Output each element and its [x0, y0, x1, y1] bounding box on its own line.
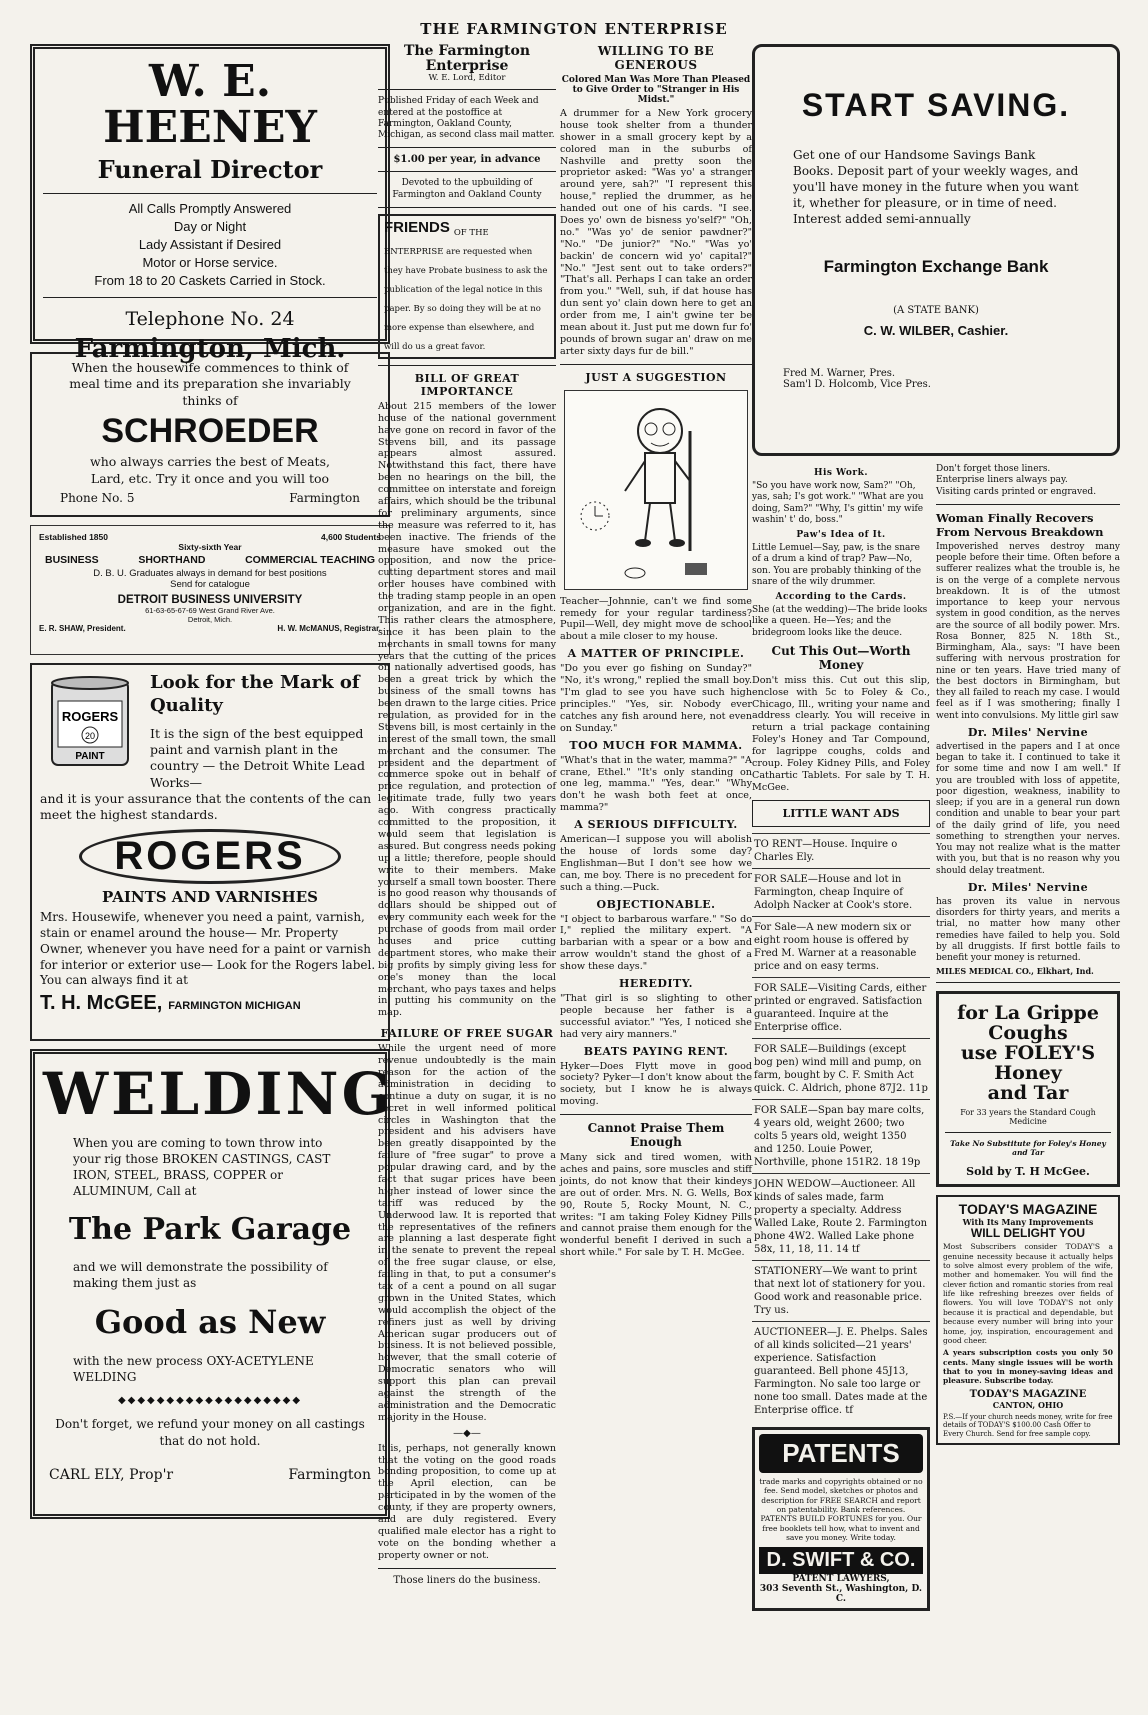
paper-devoted: Devoted to the upbuilding of Farmington and Oakland County — [392, 178, 542, 200]
rogers-text: Mrs. Housewife, whenever you need a paint, varnish, stain or enamel around the house— Mr. Property Owner, whenever you have need for a paint or varnish for interior or exterior use— Look for the Rogers label. You can always find it at — [40, 910, 376, 988]
rent-text: Hyker—Does Flytt move in good society? Pyker—I don't know about the society, but I know he is always moving. — [560, 1060, 752, 1108]
dbu-registrar: H. W. McMANUS, Registrar. — [277, 624, 381, 633]
paper-editor: W. E. Lord, Editor — [428, 73, 506, 84]
heeney-phone: Telephone No. 24 — [125, 307, 295, 330]
saving-cashier: C. W. WILBER, Cashier. — [863, 323, 1009, 339]
saving-text: Get one of our Handsome Savings Bank Books. Deposit part of your weekly wages, and you'll have money in the future when you want it, whether for pleasure, or in time of need. Interest added semi-annually — [793, 147, 1079, 227]
grippe-line: Coughs — [988, 1022, 1068, 1045]
cards-heading: According to the Cards. — [775, 592, 907, 602]
principle-heading: A MATTER OF PRINCIPLE. — [567, 647, 745, 661]
liners-note: Don't forget those liners. — [936, 464, 1051, 474]
dbu-year: Sixty-sixth Year — [178, 542, 242, 552]
rogers-product: PAINTS AND VARNISHES — [102, 888, 318, 907]
patents-text: trade marks and copyrights obtained or no fee. Send model, sketches or photos and description for FREE SEARCH and report on patentability. Bank references. PATENTS BUILD FORTUNES for you. Our free booklets tell how, what to invent and save you money. Write today. — [759, 1476, 923, 1543]
saving-ad — [752, 44, 1120, 456]
friends-box — [378, 214, 556, 359]
generous-heading: WILLING TO BE GENEROUS — [597, 44, 715, 72]
praise-text: Many sick and tired women, with aches and pains, sore muscles and stiff joints, do not know that their kindeys are out of order. Mrs. N. G. Wells, Box 90, Route 5, Rocky Mount, N. C., writes: "I am taking Foley Kidney Pills and cannot praise them enough for the wonderful benefit I derived in such a short while." For sale by T. H. McGee. — [560, 1152, 752, 1259]
rogers-heading: Look for the Mark of Quality — [150, 672, 360, 717]
principle-text: "Do you ever go fishing on Sunday?" "No, it's wrong," replied the small boy. "I'm glad to see you have such high principles." "Yes, sir. Nobody ever catches any fish around here, not even on Sunday." — [560, 663, 752, 734]
paws-heading: Paw's Idea of It. — [796, 530, 886, 540]
nervous-text: Impoverished nerves destroy many people before their time. Often before a sufferer realizes what the trouble is, he is on the verge of a complete nervous breakdown. It is of the utmost importance to keep your nervous system in good condition, as the nerves are the source of all bodily power. Mrs. Rosa Bonner, 825 N. 18th St., Birmingham, Ala., says: "I have been suffering with nervous prostration for nine or ten years. Have tried many of the best doctors in Birmingham, but they all failed to reach my case. I would feel as if I was smothering; finally I went into convulsions. My little girl saw — [936, 541, 1120, 721]
patents-ad — [752, 1427, 930, 1611]
sugar-text: While the urgent need of more revenue undoubtedly is the main reason for the action of the administration in deciding to continue a duty on sugar, it is no secret in well informed political circles in Washington that the president and his advisers have been greatly disappointed by the failure of "free sugar" to prove a popular drawing card, and by the fact that sugar prices have been higher instead of lower since the tariff was reduced by the Underwood law. It is reported that the representatives of the refiners are planning a last desperate fight in the senate to prevent the repeal of the free sugar clause, or else, failing in that, to put a consumer's tax of a cent a pound on all sugar grown in the United States, which would accomplish the object of the refiners just as well by driving American sugar producers out of business. It is not believed possible, however, that the small coterie of Democratic senators who will support this plan can prevail against the strength of the administration and the Democratic majority in the House. — [378, 1043, 556, 1423]
patents-title: PATENTS — [759, 1434, 923, 1473]
sugar-heading: FAILURE OF FREE SUGAR — [380, 1027, 554, 1041]
grippe-line: and Tar — [987, 1082, 1069, 1104]
dbu-est: Established 1850 — [39, 532, 108, 542]
dbu-name: DETROIT BUSINESS UNIVERSITY — [117, 594, 303, 606]
grippe-ad — [936, 991, 1120, 1187]
schroeder-phone: Phone No. 5 — [60, 490, 135, 505]
heeney-line: All Calls Promptly Answered — [128, 200, 292, 216]
column-1 — [30, 44, 395, 1527]
magazine-footer: TODAY'S MAGAZINE — [969, 1388, 1087, 1400]
saving-title: START SAVING. — [801, 87, 1071, 123]
heredity-heading: HEREDITY. — [619, 976, 693, 990]
heeney-ad — [30, 44, 390, 364]
want-ad-item: FOR SALE—House and lot in Farmington, cheap Inquire of Adolph Nacker at Cook's store. — [752, 868, 930, 916]
rogers-ad — [30, 663, 390, 1041]
welding-process: with the new process OXY-ACETYLENE WELDING — [73, 1354, 314, 1385]
liners-note: Visiting cards printed or engraved. — [936, 486, 1097, 497]
patents-lawyers: PATENT LAWYERS, — [792, 1573, 890, 1584]
suggestion-heading: JUST A SUGGESTION — [585, 370, 727, 384]
saving-state: (A STATE BANK) — [893, 305, 979, 317]
want-ad-item: TO RENT—House. Inquire o Charles Ely. — [752, 833, 930, 868]
objectionable-heading: OBJECTIONABLE. — [596, 897, 716, 911]
svg-text:ROGERS: ROGERS — [61, 709, 119, 724]
dbu-course: COMMERCIAL TEACHING — [245, 554, 375, 566]
dbu-address: 61-63-65-67-69 West Grand River Ave. — [145, 606, 275, 615]
work-text: "So you have work now, Sam?" "Oh, yas, sah; I's got work." "What are you doing, Sam?" "Why, I's gittin' my wife washin' t' do, boss." — [752, 481, 924, 525]
welding-town: Farmington — [288, 1466, 371, 1483]
friends-text: OF THE ENTERPRISE are requested when they have Probate business to ask the publication of the legal notice in this paper. By so doing they will be at no more expense than elsewhere, and will do us a great favor. — [384, 227, 548, 352]
column-3 — [560, 44, 752, 1259]
want-ad-item: STATIONERY—We want to print that next lot of stationery for you. Good work and reasonable price. Try us. — [752, 1260, 930, 1321]
schroeder-town: Farmington — [289, 490, 360, 505]
magazine-ps: P.S.—If your church needs money, write for free details of TODAY'S $100.00 Cash Offer to Every Church. Send for free sample copy. — [943, 1412, 1113, 1438]
paper-title: The Farmington Enterprise — [403, 43, 531, 74]
heeney-role: Funeral Director — [97, 155, 323, 185]
magazine-price: A years subscription costs you only 50 cents. Many single issues will be worth that to you in money-saving ideas and pleasure. Subscribe today. — [943, 1348, 1113, 1386]
want-ad-item: FOR SALE—Buildings (except bog pen) wind mill and pump, on farm, bought by C. F. Smith Act quick. C. Aldrich, phone 87J2. 11p — [752, 1038, 930, 1099]
schroeder-ad — [30, 352, 390, 517]
want-ads-heading: LITTLE WANT ADS — [782, 806, 900, 820]
friends-heading: FRIENDS — [384, 218, 450, 236]
grippe-years: For 33 years the Standard Cough Medicine — [960, 1107, 1096, 1126]
mamma-text: "What's that in the water, mamma?" "A crane, Ethel." "It's only standing on one leg, mamma." "Yes, dear." "Why don't he wash both feet at once, mamma?" — [560, 754, 752, 814]
suggestion-text: Teacher—Johnnie, can't we find some remedy for your regular tardiness? Pupil—Well, dey might move de school about a mile closer to my house. — [560, 595, 752, 643]
want-ad-item: FOR SALE—Visiting Cards, either printed or engraved. Satisfaction guaranteed. Inquire at the Enterprise office. — [752, 977, 930, 1038]
bill-heading: BILL OF GREAT IMPORTANCE — [414, 371, 520, 398]
magazine-title: TODAY'S MAGAZINE — [958, 1200, 1098, 1217]
dbu-ad — [30, 525, 390, 655]
cutout-heading: Cut This Out—Worth Money — [771, 643, 911, 672]
generous-text: A drummer for a New York grocery house took shelter from a thunder shower in a small grocery kept by a colored man in the suburbs of Nashville and pretty soon the proprietor asked: "Was yo' a stranger around yere, sah?" "I represent this house," replied the drummer, as he handed out one of his cards. "I see. Does yo' own de bisness yo'self?" "Oh, no." "Was yo' de senior pawdner?" "No." "De junior?" "No." "Was yo' backin' de concern wid yo' capital?" "No." "Jest sent out to take orders?" "That's all. Perhaps I can take an order from you." "Well, suh, if dat house has dun sent yo' clain down here to get an order from me, I ain't gwine ter be mean about it. Just put me down fur fo' pounds of brown sugar an' draw on me arter sixty days fur de bill." — [560, 108, 752, 357]
dbu-course: BUSINESS — [45, 554, 99, 566]
svg-text:PAINT: PAINT — [75, 751, 105, 762]
want-ad-item: FOR SALE—Span bay mare colts, 4 years old, weight 2600; two colts 5 years old, weight 1350 and 1250. Louie Power, Northville, phone 151R2. 18 19p — [752, 1099, 930, 1173]
magazine-tag: WILL DELIGHT YOU — [970, 1225, 1086, 1240]
rogers-dealer: T. H. McGEE, — [40, 992, 163, 1015]
schroeder-intro: When the housewife commences to think of meal time and its preparation she invariably thinks of — [69, 360, 351, 408]
want-ad-item: For Sale—A new modern six or eight room house is offered by Fred M. Warner at a reasonable price and on easy terms. — [752, 916, 930, 977]
paint-can-icon — [40, 671, 140, 771]
magazine-text: Most Subscribers consider TODAY'S a genuine necessity because it actually helps to solve almost every problem of the wife, mother and homemaker. You will find the clever fiction and romantic stories from real life like refreshing breezes over fields of flowers. You will love TODAY'S not only because it is practical and dependable, but because every number will bring into your home, joy, inspiration, encouragement and good cheer. — [943, 1242, 1113, 1345]
grippe-sold: Sold by T. H McGee. — [966, 1164, 1090, 1178]
heeney-town: Farmington, Mich. — [74, 333, 346, 364]
dbu-city: Detroit, Mich. — [187, 615, 233, 624]
magazine-city: CANTON, OHIO — [992, 1399, 1064, 1410]
dbu-catalogue: Send for catalogue — [170, 579, 250, 590]
mamma-heading: TOO MUCH FOR MAMMA. — [569, 738, 743, 752]
paper-price: $1.00 per year, in advance — [393, 154, 541, 166]
column-2 — [378, 44, 556, 1586]
schroeder-name: SCHROEDER — [101, 411, 319, 450]
nervine-heading: Dr. Miles' Nervine — [967, 725, 1089, 739]
good-as-new: Good as New — [94, 1302, 326, 1341]
heeney-line: Motor or Horse service. — [142, 255, 278, 271]
welding-title: WELDING — [43, 1060, 395, 1128]
dbu-course: SHORTHAND — [138, 554, 206, 566]
heeney-name: W. E. HEENEY — [103, 56, 317, 154]
saving-pres: Fred M. Warner, Pres. — [783, 368, 896, 380]
masthead: THE FARMINGTON ENTERPRISE — [420, 20, 728, 38]
roads-text: It is, perhaps, not generally known that the voting on the good roads bonding proposition, to come up at the April election, can be participated in by the women of the county, if they are property owners, and are duly registered. Every qualified male elector has a right to vote on the bonding whether a property owner or not. — [378, 1442, 556, 1561]
objectionable-text: "I object to barbarous warfare." "So do I," replied the military expert. "A barbarian with a spear or a bow and arrow wouldn't stand the ghost of a show these days." — [560, 913, 752, 973]
svg-text:20: 20 — [84, 731, 96, 741]
liners-footer: Those liners do the business. — [393, 1574, 541, 1586]
welding-ad — [30, 1049, 395, 1519]
patents-firm: D. SWIFT & CO. — [759, 1547, 923, 1574]
column-4 — [752, 44, 1120, 1664]
nervous-text-2: advertised in the papers and I at once began to take it. I continued to take it for some time and now I am well." If you are troubled with loss of appetite, poor digestion, weakness, inability to sleep; if you are in a general run down condition and unable to bear your part of the daily grind of life, you need something to strengthen your nerves. You may not realize what is the matter with you, but that is no reason why you should delay treatment. — [936, 741, 1120, 876]
patents-address: 303 Seventh St., Washington, D. C. — [759, 1583, 923, 1604]
dbu-students: 4,600 Students — [321, 532, 381, 542]
rogers-logo: ROGERS — [79, 829, 340, 884]
bill-text: About 215 members of the lower house of the national government have gone on record in favor of the Stevens bill, and its passage appears almost assured. Notwithstand this fact, there have been no hearings on the bill, the committee on interstate and foreign affairs, which should be the tribunal for preliminary arguments, since the measure was referred to it, has been inactive. The friends of the measure have smoked out the opposition, and now the price-cutting department stores and mail order houses have combined with the trading stamp people in an open organization, and are in the fight. This rather clears the atmosphere, since it has been plain to the merchants in small towns for many years that the cutting of the prices on nationally advertised goods, has been a great trick by which the business of the small towns has been drawn to the large cities. Price regulation, as provided for in the Stevens bill, is most certainly in the interest of the small town, the small merchant and the consumer. The president and the department of commerce spoke out in behalf of price regulation, and protection of legitimate trade, fully two years ago. With congress practically committed to the proposition, it would seem that legislation is assured. But congress needs poking up a little; therefore, people should write to their members. Make yourself a small town booster. There is no good reason why thousands of dollars should be shipped out of every community each week for the purchase of goods from mail order houses and price cutting department stores, who make their big profits by simply giving less for one's money than the local merchant, who pays taxes and helps in putting his community on the map. — [378, 400, 556, 1019]
dbu-president: E. R. SHAW, President. — [39, 624, 126, 633]
heredity-text: "That girl is so slighting to other people because her father is a successful aviator." "Yes, I noticed she had very airy manners." — [560, 992, 752, 1040]
rogers-dealer-town: FARMINGTON MICHIGAN — [168, 1000, 301, 1013]
miles-company: MILES MEDICAL CO., Elkhart, Ind. — [936, 966, 1094, 977]
cutout-text: Don't miss this. Cut out this slip, enclose with 5c to Foley & Co., Chicago, Ill., writing your name and address clearly. You will receive in return a trial package containing Foley's Honey and Tar Compound, for lagrippe coughs, colds and croup. Foley Kidney Pills, and Foley Cathartic Tablets. For sale by T. H. McGee. — [752, 674, 930, 793]
paper-published: Published Friday of each Week and entered at the postoffice at Farmington, Oakland County, Michigan, as second class mail matter. — [378, 96, 555, 141]
generous-sub: Colored Man Was More Than Pleased to Give Order to "Stranger in His Midst." — [561, 75, 751, 105]
grippe-line: for La Grippe — [957, 1002, 1099, 1025]
heeney-line: Day or Night — [173, 218, 247, 234]
saving-vpres: Sam'l D. Holcomb, Vice Pres. — [783, 379, 931, 391]
work-heading: His Work. — [813, 468, 869, 478]
nervous-text-3: has proven its value in nervous disorders for thirty years, and merits a trial, no matter how many other remedies have failed to help you. Sold by all druggists. If first bottle fails to benefit your money is returned. — [936, 896, 1120, 963]
praise-heading: Cannot Praise Them Enough — [587, 1121, 725, 1150]
rogers-body: It is the sign of the best equipped paint and varnish plant in the country — the Detroit White Lead Works— — [150, 725, 365, 790]
nervine-heading-2: Dr. Miles' Nervine — [967, 880, 1089, 894]
cards-text: She (at the wedding)—The bride looks like a queen. He—Yes; and the bridegroom looks like the deuce. — [752, 605, 928, 638]
schroeder-tail: who always carries the best of Meats, Lard, etc. Try it once and you will too — [90, 454, 330, 486]
liners-note: Enterprise liners always pay. — [936, 475, 1068, 486]
want-ad-item: AUCTIONEER—J. E. Phelps. Sales of all kinds solicited—21 years' experience. Satisfaction guaranteed. Bell phone 45J13, Farmington. No sale too large or none too small. Dates made at the Enterprise office. tf — [752, 1321, 930, 1421]
dbu-grads: D. B. U. Graduates always in demand for best positions — [93, 568, 327, 579]
rent-heading: BEATS PAYING RENT. — [583, 1044, 729, 1058]
grippe-line: use FOLEY'S — [960, 1042, 1096, 1065]
welding-owner: CARL ELY, Prop'r — [49, 1466, 174, 1483]
cartoon-illustration — [564, 390, 748, 590]
grippe-line: Honey — [994, 1062, 1062, 1085]
ornament-divider: ◆◆◆◆◆◆◆◆◆◆◆◆◆◆◆◆◆◆◆ — [117, 1395, 303, 1407]
want-ads-box — [752, 800, 930, 827]
ornament-divider: —◆— — [453, 1427, 481, 1439]
welding-intro: When you are coming to town throw into your rig those BROKEN CASTINGS, CAST IRON, STEEL, BRASS, COPPER or ALUMINUM, Call at — [73, 1135, 331, 1199]
heeney-line: From 18 to 20 Caskets Carried in Stock. — [94, 273, 326, 289]
difficulty-text: American—I suppose you will abolish the house of lords some day? Englishman—But I don't see how we can, me boy. There is no precedent for such a thing.—Puck. — [560, 834, 752, 893]
paws-text: Little Lemuel—Say, paw, is the snare of a drum a kind of trap? Paw—No, son. You are probably thinking of the snare of the wily drummer. — [752, 543, 922, 587]
park-garage: The Park Garage — [68, 1211, 352, 1247]
want-ad-item: JOHN WEDOW—Auctioneer. All kinds of sales made, farm property a specialty. Address Walled Lake, Route 2. Farmington phone 4W2. Walled Lake phone 58x, 11, 18, 11. 14 tf — [752, 1173, 930, 1260]
welding-middle: and we will demonstrate the possibility of making them just as — [73, 1260, 328, 1291]
difficulty-heading: A SERIOUS DIFFICULTY. — [574, 818, 738, 832]
magazine-sub: With Its Many Improvements — [962, 1216, 1094, 1227]
grippe-sub: Take No Substitute for Foley's Honey and Tar — [950, 1138, 1106, 1157]
nervous-heading: Woman Finally Recovers From Nervous Breakdown — [936, 510, 1104, 539]
heeney-line: Lady Assistant if Desired — [138, 236, 282, 252]
welding-refund: Don't forget, we refund your money on all castings that do not hold. — [55, 1417, 365, 1448]
saving-bank: Farmington Exchange Bank — [823, 256, 1049, 276]
magazine-ad — [936, 1195, 1120, 1445]
rogers-body-continued: and it is your assurance that the contents of the can meet the highest standards. — [40, 790, 372, 823]
